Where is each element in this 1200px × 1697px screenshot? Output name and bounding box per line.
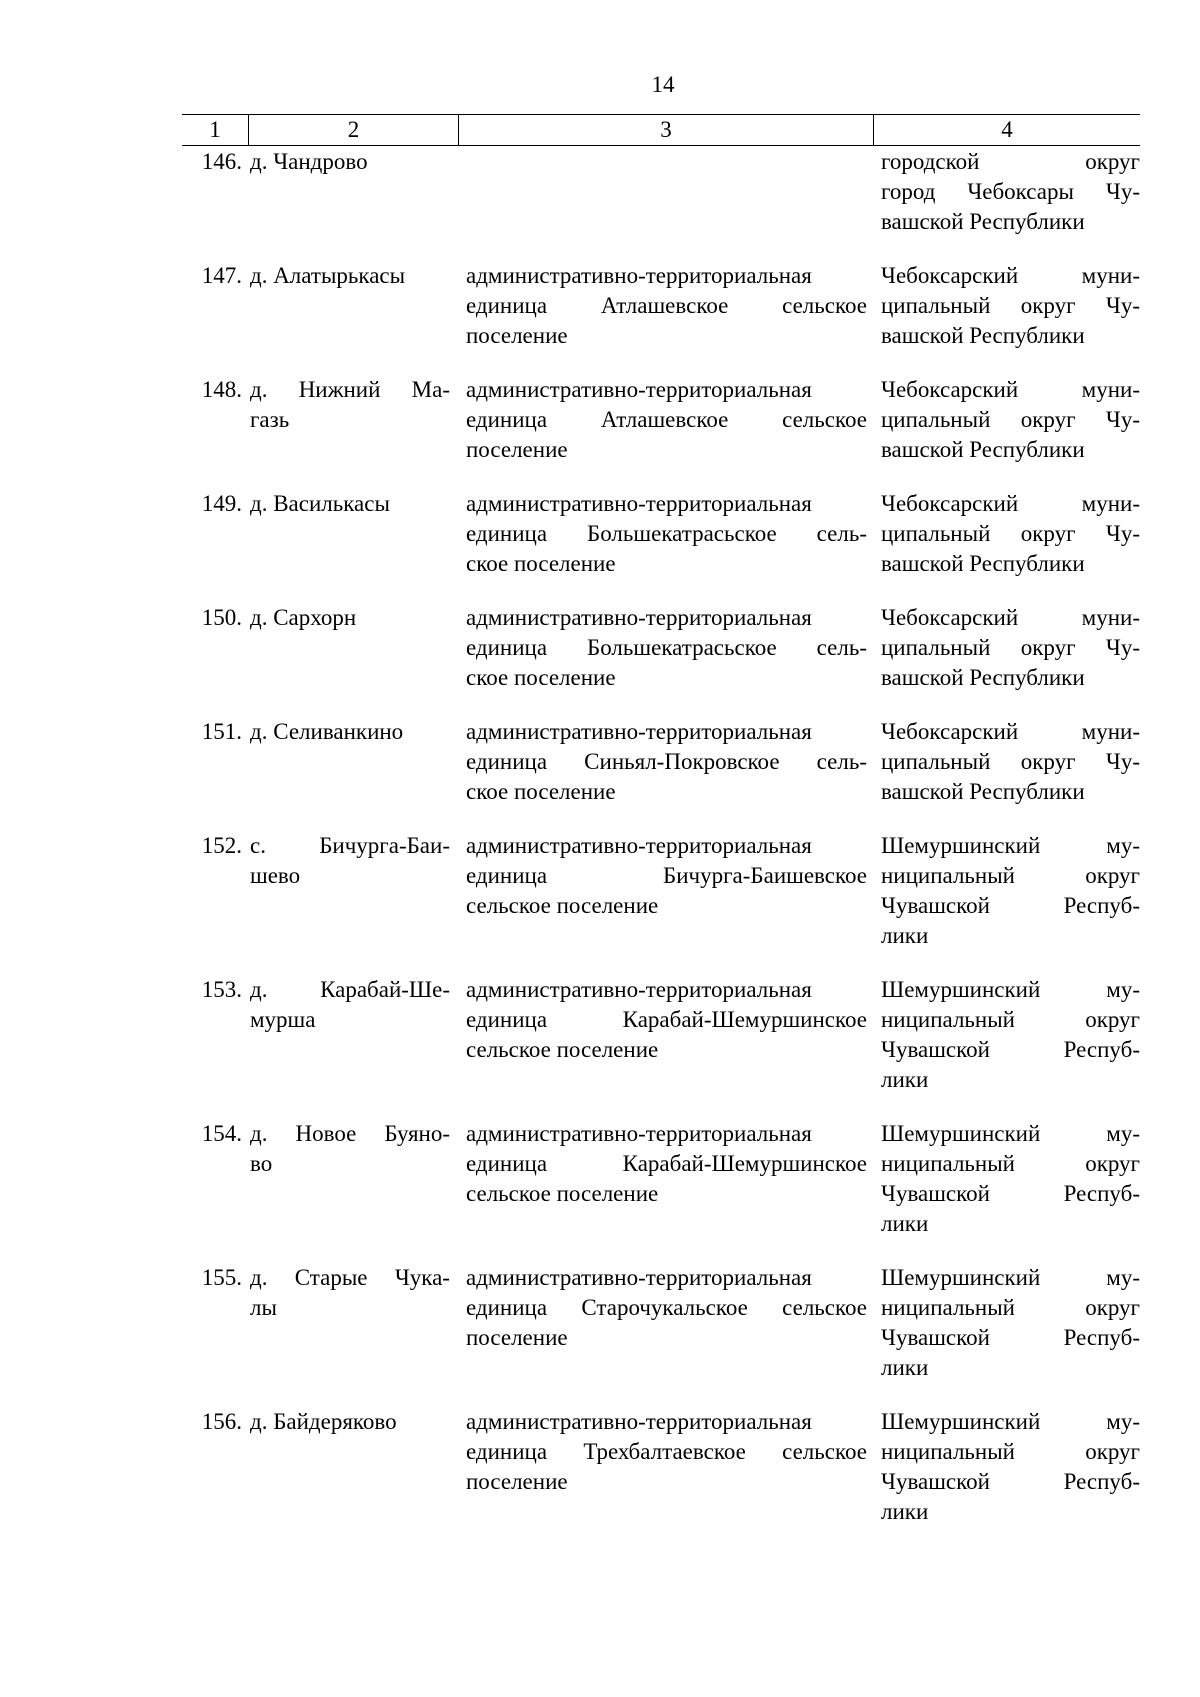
- municipal-district-cell-line: ниципальный округ: [881, 863, 1140, 888]
- admin-unit-cell-line: единица Карабай-Шемуршинское: [466, 1007, 867, 1032]
- municipal-district-cell: [873, 375, 1140, 465]
- municipal-district-cell-line: Чувашской Респуб-: [881, 893, 1140, 918]
- admin-unit-cell-line: административно-территориальная: [466, 977, 812, 1002]
- municipal-district-cell-line: ниципальный округ: [881, 1439, 1140, 1464]
- admin-unit-cell: [458, 1263, 873, 1383]
- admin-unit-cell: [458, 261, 873, 351]
- municipal-district-cell-line: ниципальный округ: [881, 1295, 1140, 1320]
- admin-unit-cell: [458, 975, 873, 1095]
- municipal-district-cell-line: Чебоксарский муни-: [881, 377, 1140, 402]
- admin-unit-cell-line: сельское поселение: [466, 893, 659, 918]
- admin-unit-cell-line: административно-территориальная: [466, 1409, 812, 1434]
- admin-unit-cell-line: единица Большекатрасьское сель-: [466, 635, 867, 660]
- municipal-district-cell-line: городской округ: [881, 149, 1140, 174]
- settlement-cell-line: д. Нижний Ма-: [250, 377, 450, 402]
- admin-unit-cell-line: административно-территориальная: [466, 605, 812, 630]
- row-number: 152.: [201, 833, 242, 858]
- municipal-district-cell: [873, 261, 1140, 351]
- table-row: [182, 831, 1140, 951]
- settlement-cell: [248, 603, 458, 693]
- municipal-district-cell-line: вашской Республики: [881, 551, 1085, 576]
- settlement-cell: [248, 975, 458, 1095]
- row-number: 148.: [201, 377, 242, 402]
- page-number: 14: [651, 72, 675, 97]
- header-col-1: 1: [209, 117, 221, 142]
- header-col-4: 4: [873, 115, 1140, 145]
- row-number: 153.: [201, 977, 242, 1002]
- municipal-district-cell-line: вашской Республики: [881, 779, 1085, 804]
- admin-unit-cell: [458, 717, 873, 807]
- municipal-district-cell-line: лики: [881, 1211, 929, 1236]
- admin-unit-cell-line: поселение: [466, 323, 568, 348]
- municipal-district-cell-line: вашской Республики: [881, 437, 1085, 462]
- admin-unit-cell: [458, 375, 873, 465]
- municipal-district-cell-line: Чувашской Респуб-: [881, 1037, 1140, 1062]
- municipal-district-cell-line: Чебоксарский муни-: [881, 605, 1140, 630]
- admin-unit-cell-line: ское поселение: [466, 779, 616, 804]
- admin-unit-cell: [458, 1407, 873, 1527]
- municipal-district-cell: [873, 975, 1140, 1095]
- admin-unit-cell-line: ское поселение: [466, 665, 616, 690]
- settlement-cell-line: д. Селиванкино: [250, 719, 404, 744]
- admin-unit-cell-line: административно-территориальная: [466, 377, 812, 402]
- municipal-district-cell-line: Чебоксарский муни-: [881, 719, 1140, 744]
- municipal-district-cell: [873, 489, 1140, 579]
- row-number: 154.: [201, 1121, 242, 1146]
- header-col-3: 3: [458, 115, 873, 145]
- admin-unit-cell: [458, 603, 873, 693]
- municipal-district-cell: [873, 1263, 1140, 1383]
- admin-unit-cell-line: единица Бичурга-Баишевское: [466, 863, 867, 888]
- settlement-cell-line: лы: [250, 1295, 277, 1320]
- settlement-cell-line: д. Сархорн: [250, 605, 357, 630]
- admin-unit-cell: [458, 489, 873, 579]
- settlement-cell: [248, 147, 458, 237]
- settlement-cell-line: д. Байдеряково: [250, 1409, 397, 1434]
- admin-unit-cell-line: единица Старочукальское сельское: [466, 1295, 867, 1320]
- municipal-district-cell-line: ципальный округ Чу-: [881, 293, 1140, 318]
- table-row: [182, 1119, 1140, 1239]
- table-body: [182, 147, 1140, 1527]
- municipal-district-cell-line: Чувашской Респуб-: [881, 1325, 1140, 1350]
- admin-unit-cell-line: ское поселение: [466, 551, 616, 576]
- row-number: 150.: [201, 605, 242, 630]
- table-row: [182, 1263, 1140, 1383]
- municipal-district-cell-line: лики: [881, 1499, 929, 1524]
- settlement-cell: [248, 261, 458, 351]
- municipal-district-cell-line: лики: [881, 1067, 929, 1092]
- admin-unit-cell-line: единица Атлашевское сельское: [466, 407, 867, 432]
- admin-unit-cell-line: единица Большекатрасьское сель-: [466, 521, 867, 546]
- settlement-cell-line: д. Василькасы: [250, 491, 390, 516]
- admin-unit-cell-line: сельское поселение: [466, 1181, 659, 1206]
- row-number: 151.: [201, 719, 242, 744]
- municipal-district-cell-line: ниципальный округ: [881, 1007, 1140, 1032]
- municipal-district-cell: [873, 147, 1140, 237]
- municipal-district-cell-line: Чувашской Респуб-: [881, 1469, 1140, 1494]
- settlement-cell-line: мурша: [250, 1007, 316, 1032]
- table-row: [182, 1407, 1140, 1527]
- municipal-district-cell-line: Чебоксарский муни-: [881, 263, 1140, 288]
- table-row: [182, 147, 1140, 237]
- municipal-district-cell: [873, 831, 1140, 951]
- municipal-district-cell-line: город Чебоксары Чу-: [881, 179, 1140, 204]
- municipal-district-cell-line: Шемуршинский му-: [881, 1409, 1140, 1434]
- municipal-district-cell-line: ципальный округ Чу-: [881, 521, 1140, 546]
- municipal-district-cell-line: Шемуршинский му-: [881, 977, 1140, 1002]
- header-col-2: 2: [248, 115, 458, 145]
- admin-unit-cell-line: сельское поселение: [466, 1037, 659, 1062]
- settlement-cell-line: с. Бичурга-Баи-: [250, 833, 450, 858]
- settlement-cell-line: д. Новое Буяно-: [250, 1121, 450, 1146]
- municipal-district-cell-line: Шемуршинский му-: [881, 1121, 1140, 1146]
- municipal-district-cell-line: вашской Республики: [881, 209, 1085, 234]
- municipal-district-cell-line: Чебоксарский муни-: [881, 491, 1140, 516]
- settlement-cell: [248, 831, 458, 951]
- table-row: [182, 489, 1140, 579]
- settlement-cell: [248, 1407, 458, 1527]
- admin-unit-cell-line: единица Карабай-Шемуршинское: [466, 1151, 867, 1176]
- table-row: [182, 603, 1140, 693]
- admin-unit-cell-line: административно-территориальная: [466, 263, 812, 288]
- row-number: 146.: [201, 149, 242, 174]
- settlement-cell-line: во: [250, 1151, 273, 1176]
- admin-unit-cell-line: административно-территориальная: [466, 491, 812, 516]
- settlement-cell-line: д. Алатырькасы: [250, 263, 406, 288]
- municipal-district-cell: [873, 1119, 1140, 1239]
- settlement-cell: [248, 717, 458, 807]
- municipal-district-cell: [873, 1407, 1140, 1527]
- admin-unit-cell-line: административно-территориальная: [466, 833, 812, 858]
- admin-unit-cell: [458, 147, 873, 237]
- settlement-cell-line: шево: [250, 863, 301, 888]
- admin-unit-cell: [458, 1119, 873, 1239]
- settlement-cell: [248, 1263, 458, 1383]
- admin-unit-cell-line: единица Атлашевское сельское: [466, 293, 867, 318]
- municipal-district-cell-line: вашской Республики: [881, 323, 1085, 348]
- table-row: [182, 717, 1140, 807]
- municipal-district-cell-line: ципальный округ Чу-: [881, 407, 1140, 432]
- municipal-district-cell-line: Шемуршинский му-: [881, 833, 1140, 858]
- table-row: [182, 975, 1140, 1095]
- admin-unit-cell-line: поселение: [466, 1469, 568, 1494]
- settlement-cell-line: д. Чандрово: [250, 149, 368, 174]
- table-row: [182, 375, 1140, 465]
- row-number: 156.: [201, 1409, 242, 1434]
- municipal-district-cell: [873, 717, 1140, 807]
- municipal-district-cell-line: ципальный округ Чу-: [881, 749, 1140, 774]
- municipal-district-cell-line: Шемуршинский му-: [881, 1265, 1140, 1290]
- admin-unit-cell-line: единица Трехбалтаевское сельское: [466, 1439, 867, 1464]
- municipal-district-cell-line: вашской Республики: [881, 665, 1085, 690]
- municipal-district-cell-line: ципальный округ Чу-: [881, 635, 1140, 660]
- admin-unit-cell-line: единица Синьял-Покровское сель-: [466, 749, 867, 774]
- admin-unit-cell: [458, 831, 873, 951]
- row-number: 147.: [201, 263, 242, 288]
- settlement-cell: [248, 1119, 458, 1239]
- admin-unit-cell-line: административно-территориальная: [466, 1121, 812, 1146]
- municipal-district-cell: [873, 603, 1140, 693]
- municipal-district-cell-line: лики: [881, 923, 929, 948]
- settlement-cell-line: д. Старые Чука-: [250, 1265, 450, 1290]
- settlement-cell: [248, 489, 458, 579]
- settlement-cell-line: д. Карабай-Ше-: [250, 977, 450, 1002]
- municipal-district-cell-line: ниципальный округ: [881, 1151, 1140, 1176]
- admin-unit-cell-line: административно-территориальная: [466, 1265, 812, 1290]
- municipal-district-cell-line: Чувашской Респуб-: [881, 1181, 1140, 1206]
- settlement-cell-line: газь: [250, 407, 290, 432]
- table-row: [182, 261, 1140, 351]
- table-header: [182, 114, 1140, 146]
- admin-unit-cell-line: поселение: [466, 1325, 568, 1350]
- row-number: 155.: [201, 1265, 242, 1290]
- settlement-cell: [248, 375, 458, 465]
- row-number: 149.: [201, 491, 242, 516]
- admin-unit-cell-line: поселение: [466, 437, 568, 462]
- admin-unit-cell-line: административно-территориальная: [466, 719, 812, 744]
- municipal-district-cell-line: лики: [881, 1355, 929, 1380]
